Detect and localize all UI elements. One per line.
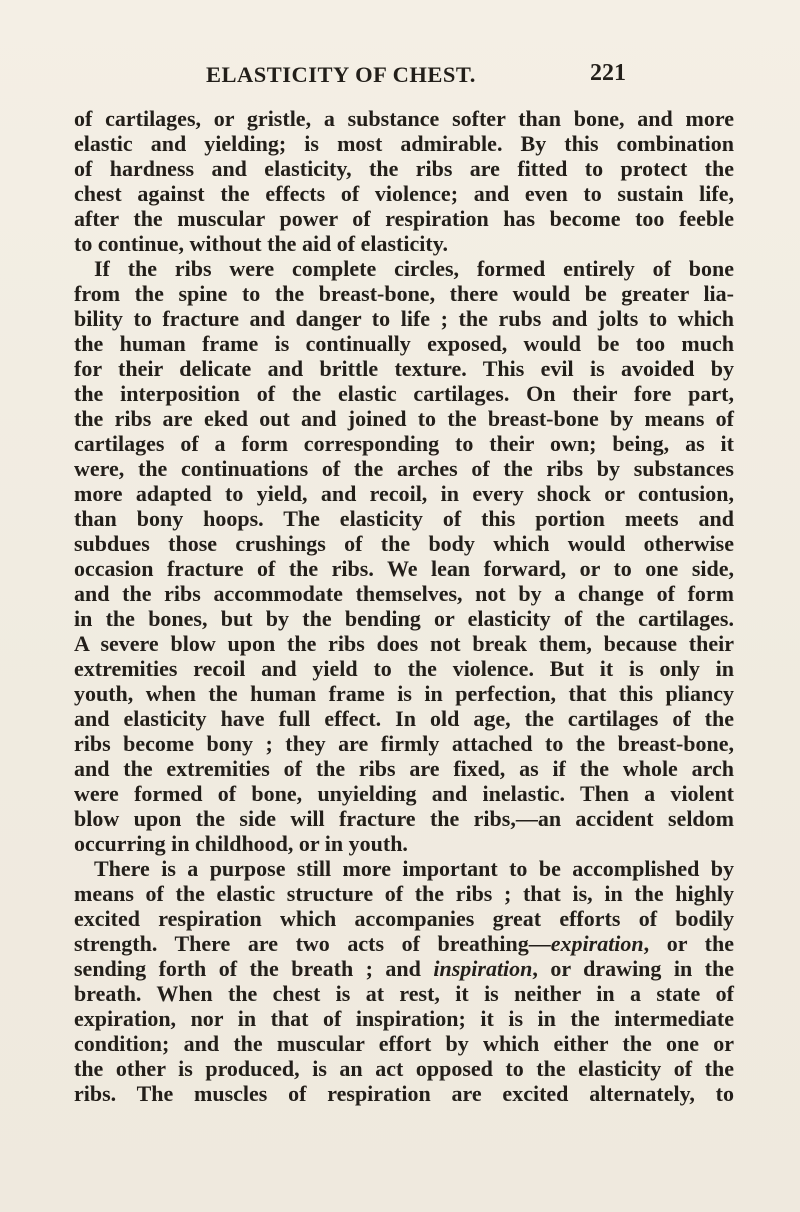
text-run: strength. There are two acts of breathing—	[74, 931, 551, 956]
text-line: of hardness and elasticity, the ribs are fitted to protect the	[74, 156, 734, 181]
text-run: , or the	[643, 931, 734, 956]
text-run: sending forth of the breath ; and	[74, 956, 434, 981]
text-line: occasion fracture of the ribs. We lean forward, or to one side,	[74, 556, 734, 581]
text-line: of cartilages, or gristle, a substance softer than bone, and more	[74, 106, 734, 131]
italic-expiration: expiration	[550, 931, 644, 956]
text-line: from the spine to the breast-bone, there would be greater lia-	[74, 281, 734, 306]
text-line: were, the continuations of the arches of the ribs by substances	[74, 456, 734, 481]
paragraph-3	[74, 856, 734, 1106]
text-line: occurring in childhood, or in youth.	[74, 831, 408, 856]
paragraph-2	[74, 256, 734, 856]
text-line: more adapted to yield, and recoil, in every shock or contusion,	[74, 481, 734, 506]
text-line: were formed of bone, unyielding and inelastic. Then a violent	[74, 781, 734, 806]
text-line: chest against the effects of violence; and even to sustain life,	[74, 181, 734, 206]
text-line: breath. When the chest is at rest, it is neither in a state of	[74, 981, 734, 1006]
text-line: There is a purpose still more important to be accomplished by	[94, 856, 734, 881]
text-line-sending	[74, 956, 734, 981]
italic-inspiration: inspiration	[433, 956, 533, 981]
text-line: ribs become bony ; they are firmly attached to the breast-bone,	[74, 731, 734, 756]
text-line: elastic and yielding; is most admirable. By this combination	[74, 131, 734, 156]
running-head: ELASTICITY OF CHEST.	[206, 62, 476, 87]
text-line: the interposition of the elastic cartilages. On their fore part,	[74, 381, 734, 406]
text-line: the ribs are eked out and joined to the breast-bone by means of	[74, 406, 734, 431]
text-line: to continue, without the aid of elasticity.	[74, 231, 448, 256]
text-line: If the ribs were complete circles, formed entirely of bone	[94, 256, 734, 281]
text-line: the other is produced, is an act opposed to the elasticity of the	[74, 1056, 734, 1081]
page-header	[206, 62, 626, 92]
text-line: expiration, nor in that of inspiration; it is in the intermediate	[74, 1006, 734, 1031]
text-line: cartilages of a form corresponding to their own; being, as it	[74, 431, 734, 456]
text-line: and the ribs accommodate themselves, not by a change of form	[74, 581, 734, 606]
text-line: after the muscular power of respiration has become too feeble	[74, 206, 734, 231]
text-line: and the extremities of the ribs are fixed, as if the whole arch	[74, 756, 734, 781]
text-line: youth, when the human frame is in perfection, that this pliancy	[74, 681, 734, 706]
text-line: than bony hoops. The elasticity of this portion meets and	[74, 506, 734, 531]
text-line: in the bones, but by the bending or elasticity of the cartilages.	[74, 606, 734, 631]
text-line: bility to fracture and danger to life ; the rubs and jolts to which	[74, 306, 734, 331]
text-line: blow upon the side will fracture the ribs,—an accident seldom	[74, 806, 734, 831]
text-line: excited respiration which accompanies great efforts of bodily	[74, 906, 734, 931]
text-line: condition; and the muscular effort by which either the one or	[74, 1031, 734, 1056]
paragraph-1	[74, 106, 734, 256]
text-line: subdues those crushings of the body which would otherwise	[74, 531, 734, 556]
text-line: ribs. The muscles of respiration are excited alternately, to	[74, 1081, 734, 1106]
page-number: 221	[590, 60, 626, 86]
text-line: and elasticity have full effect. In old age, the cartilages of the	[74, 706, 734, 731]
text-line: extremities recoil and yield to the violence. But it is only in	[74, 656, 734, 681]
text-line-breathing	[74, 931, 734, 956]
text-line: for their delicate and brittle texture. This evil is avoided by	[74, 356, 734, 381]
body-text	[74, 106, 734, 1106]
text-run: , or drawing in the	[532, 956, 734, 981]
text-line: the human frame is continually exposed, would be too much	[74, 331, 734, 356]
text-line: means of the elastic structure of the ribs ; that is, in the highly	[74, 881, 734, 906]
text-line: A severe blow upon the ribs does not break them, because their	[74, 631, 734, 656]
